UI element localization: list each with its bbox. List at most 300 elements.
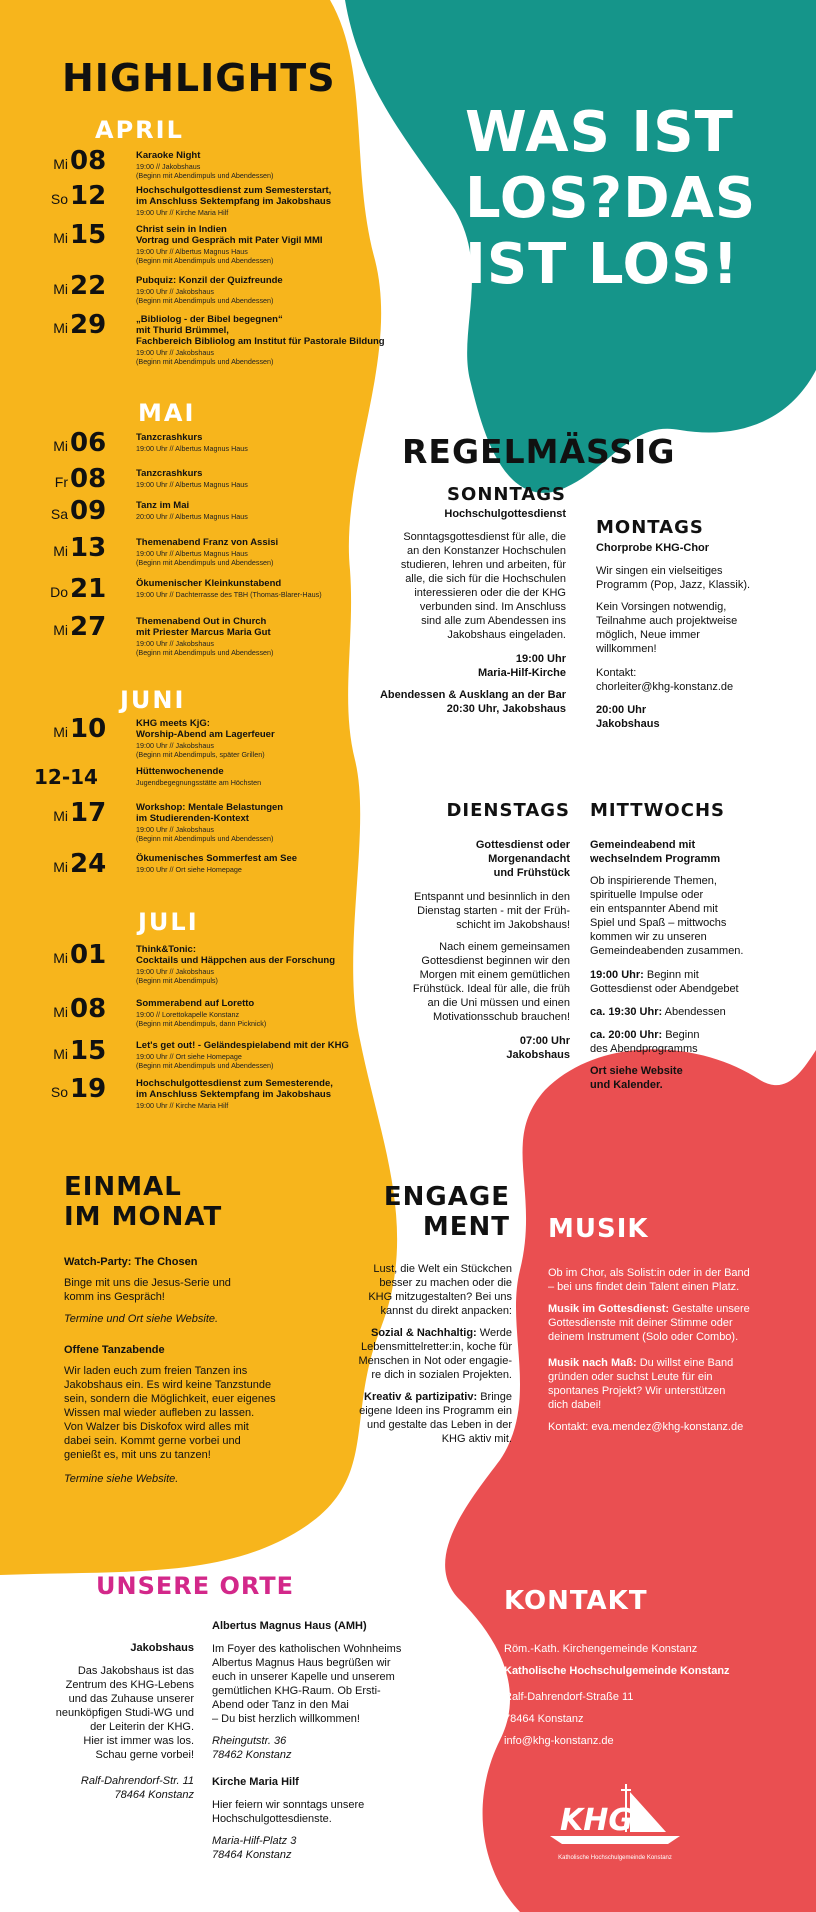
event-weekday: Mi <box>53 320 68 336</box>
event-title-line: Tanz im Mai <box>136 500 190 511</box>
text-line: Entspannt und besinnlich in den <box>414 891 570 903</box>
text-line: Frühstück. Ideal für alle, die früh <box>412 983 570 995</box>
text-line: des Abendprogramms <box>590 1043 698 1055</box>
text-line: Röm.-Kath. Kirchengemeinde Konstanz <box>504 1643 698 1655</box>
musik-s2-label: Musik nach Maß: <box>548 1357 637 1369</box>
event-detail-line: (Beginn mit Abendimpuls) <box>136 976 218 985</box>
text-line: Nach einem gemeinsamen <box>439 941 570 953</box>
event-weekday: Mi <box>53 281 68 297</box>
event-date-number: 12 <box>70 181 107 211</box>
engagement-intro <box>340 1262 512 1318</box>
event-title <box>136 468 396 479</box>
jakobshaus-name: Jakobshaus <box>130 1642 194 1654</box>
event-detail-line: 19:00 Uhr // Albertus Magnus Haus <box>136 480 248 489</box>
amh-text <box>212 1642 432 1726</box>
text-line: gemütlichen KHG-Raum. Ob Ersti- <box>212 1685 381 1697</box>
event-date-number: 29 <box>70 310 107 340</box>
engagement-s2-label: Kreativ & partizipativ: <box>364 1391 478 1403</box>
text-line: Rheingutstr. 36 <box>212 1735 287 1747</box>
montags-p2 <box>596 600 796 656</box>
event-detail-line: 19:00 Uhr // Jakobshaus <box>136 825 214 834</box>
event-title <box>136 766 396 777</box>
event-detail-line: 19:00 Uhr // Albertus Magnus Haus <box>136 549 248 558</box>
month-mai: MAI <box>138 399 196 427</box>
event-detail-line: (Beginn mit Abendimpuls und Abendessen) <box>136 648 274 657</box>
sonntags-text <box>370 530 566 642</box>
event-title-line: Tanzcrashkurs <box>136 432 203 443</box>
text-line: 78464 Konstanz <box>114 1789 194 1801</box>
event-title <box>136 802 396 824</box>
event-detail-line: 19:00 Uhr // Jakobshaus <box>136 967 214 976</box>
montags-heading: MONTAGS <box>596 517 704 538</box>
event-weekday: Sa <box>50 506 68 522</box>
text-line: Hier feiern wir sonntags unsere <box>212 1799 365 1811</box>
event-weekday: Mi <box>53 950 68 966</box>
jakobshaus-addr <box>44 1774 194 1802</box>
text-line: dabei sein. Kommt gerne vorbei und <box>64 1435 241 1447</box>
montags-time <box>596 703 796 731</box>
event-title <box>136 224 396 246</box>
text-line: spontanes Projekt? Wir unterstützen <box>548 1385 726 1397</box>
monthly-title-2: IM MONAT <box>64 1202 223 1232</box>
text-line: an den Konstanzer Hochschulen <box>407 545 566 557</box>
event-title <box>136 1078 396 1100</box>
event-date-number: 15 <box>70 220 107 250</box>
regular-title: REGELMÄSSIG <box>402 432 676 471</box>
event-date-number: 13 <box>70 533 107 563</box>
musik-s1-label: Musik im Gottesdienst: <box>548 1303 670 1315</box>
text-line: Gemeindeabenden zusammen. <box>590 945 744 957</box>
event-weekday: Do <box>50 584 68 600</box>
month-juni: JUNI <box>120 686 186 714</box>
text-line: Maria-Hilf-Platz 3 <box>212 1835 297 1847</box>
event-title <box>136 718 396 740</box>
text-line: der Leiterin der KHG. <box>90 1721 194 1733</box>
engagement-title <box>350 1182 510 1242</box>
text-line: kannst du direkt anpacken: <box>380 1305 512 1317</box>
event-row <box>30 181 390 225</box>
text-line: Abendessen & Ausklang an der Bar <box>379 689 566 701</box>
mittwochs-sub <box>590 838 800 866</box>
text-line: alle, die sich für die Hochschulen <box>405 573 566 585</box>
event-date-number: 19 <box>70 1074 107 1104</box>
kontakt-bold: Katholische Hochschulgemeinde Konstanz <box>504 1665 730 1677</box>
text-line: verbunden sind. Im Anschluss <box>419 601 566 613</box>
event-title <box>136 275 396 286</box>
event-detail-line: Jugendbegegnungsstätte am Höchsten <box>136 778 262 787</box>
event-date-number: 22 <box>70 271 107 301</box>
event-weekday: So <box>50 191 68 207</box>
text-line: Hochschulgottesdienste. <box>212 1813 332 1825</box>
event-details <box>136 639 396 657</box>
event-detail-line: (Beginn mit Abendimpuls und Abendessen) <box>136 357 274 366</box>
text-line: Wir singen ein vielseitiges <box>596 565 723 577</box>
event-details <box>136 778 396 787</box>
hero-line-1: WAS IST <box>465 100 734 165</box>
event-title-line: Vortrag und Gespräch mit Pater Vigil MMI <box>136 235 323 246</box>
text-line: schicht im Jakobshaus! <box>456 919 570 931</box>
text-line: Abend oder Tanz in den Mai <box>212 1699 349 1711</box>
month-juli: JULI <box>138 908 199 936</box>
dance-title: Offene Tanzabende <box>64 1344 165 1356</box>
event-weekday: Mi <box>53 1004 68 1020</box>
event-title-line: im Anschluss Sektempfang im Jakobshaus <box>136 196 331 207</box>
text-line: Jakobshaus ein. Es wird keine Tanzstunde <box>64 1379 272 1391</box>
text-line: 78464 Konstanz <box>504 1713 584 1725</box>
event-title-line: Hüttenwochenende <box>136 766 224 777</box>
text-line: Gestalte unsere <box>672 1303 750 1315</box>
event-row <box>30 612 390 657</box>
event-detail-line: 19:00 Uhr // Jakobshaus <box>136 741 214 750</box>
text-line: info@khg-konstanz.de <box>504 1735 614 1747</box>
event-details <box>136 444 396 453</box>
event-title <box>136 616 396 638</box>
sonntags-heading: SONNTAGS <box>447 484 566 505</box>
event-detail-line: 19:00 Uhr // Jakobshaus <box>136 348 214 357</box>
jakobshaus-text <box>44 1664 194 1762</box>
text-line: und Frühstück <box>493 867 570 879</box>
event-title <box>136 432 396 443</box>
event-row <box>30 310 390 366</box>
text-line: Albertus Magnus Haus begrüßen wir <box>212 1657 391 1669</box>
event-detail-line: (Beginn mit Abendimpuls, dann Picknick) <box>136 1019 267 1028</box>
text-line: Morgen mit einem gemütlichen <box>419 969 570 981</box>
event-title-line: Ökumenischer Kleinkunstabend <box>136 578 282 589</box>
event-detail-line: (Beginn mit Abendimpuls und Abendessen) <box>136 171 274 180</box>
text-line: Morgenandacht <box>488 853 570 865</box>
text-line: komm ins Gespräch! <box>64 1291 165 1303</box>
text-line: Ob inspirierende Themen, <box>590 875 717 887</box>
event-details <box>136 247 396 265</box>
text-line: an die Uni müssen und einen <box>427 997 570 1009</box>
event-title-line: Fachbereich Bibliolog am Institut für Pastorale Bildung <box>136 336 385 347</box>
hero-title <box>465 100 756 298</box>
kontakt-line <box>504 1642 804 1656</box>
musik-intro <box>548 1266 798 1294</box>
event-title <box>136 150 396 161</box>
event-row <box>30 220 390 265</box>
event-row <box>30 533 390 577</box>
event-weekday: Mi <box>53 543 68 559</box>
event-details <box>136 967 396 985</box>
event-row <box>30 994 390 1038</box>
text-line: sein, sondern die Möglichkeit, euer eigenes <box>64 1393 276 1405</box>
event-title <box>136 500 396 511</box>
mittwochs-s1-label: 19:00 Uhr: <box>590 969 644 981</box>
event-details <box>136 480 396 489</box>
event-details <box>136 1052 396 1070</box>
text-line: und gestalte das Leben in der <box>367 1419 512 1431</box>
text-line: Binge mit uns die Jesus-Serie und <box>64 1277 231 1289</box>
text-line: dich dabei! <box>548 1399 602 1411</box>
event-title-line: Tanzcrashkurs <box>136 468 203 479</box>
musik-title: MUSIK <box>548 1214 649 1244</box>
event-title <box>136 314 396 347</box>
event-weekday: Mi <box>53 230 68 246</box>
kontakt-addr <box>504 1686 804 1752</box>
text-line: besser zu machen oder die <box>379 1277 512 1289</box>
event-details <box>136 208 396 217</box>
event-weekday: Mi <box>53 156 68 172</box>
text-line: Werde <box>479 1327 512 1339</box>
event-title-line: Karaoke Night <box>136 150 201 161</box>
text-line: Lust, die Welt ein Stückchen <box>373 1263 512 1275</box>
mittwochs-p1 <box>590 874 800 958</box>
event-details <box>136 590 396 599</box>
mittwochs-s2 <box>590 1005 800 1019</box>
event-title-line: Let's get out! - Geländespielabend mit der KHG <box>136 1040 349 1051</box>
event-row <box>30 271 390 315</box>
event-detail-line: 19:00 Uhr // Ort siehe Homepage <box>136 1052 242 1061</box>
text-line: möglich, Neue immer <box>596 629 700 641</box>
event-detail-line: (Beginn mit Abendimpuls und Abendessen) <box>136 256 274 265</box>
event-detail-line: 19:00 // Jakobshaus <box>136 162 201 171</box>
text-line: Kein Vorsingen notwendig, <box>596 601 727 613</box>
engagement-s2 <box>330 1390 512 1446</box>
text-line: Ralf-Dahrendorf-Straße 11 <box>504 1691 634 1703</box>
monthly-title <box>64 1172 222 1232</box>
event-details <box>136 741 396 759</box>
text-line: eigene Ideen ins Programm ein <box>359 1405 512 1417</box>
text-line: Das Jakobshaus ist das <box>77 1665 194 1677</box>
text-line: Spiel und Spaß – mittwochs <box>590 917 727 929</box>
text-line: genießt es, mit uns zu tanzen! <box>64 1449 211 1461</box>
event-title-line: Worship-Abend am Lagerfeuer <box>136 729 275 740</box>
event-title-line: mit Thurid Brümmel, <box>136 325 229 336</box>
text-line: Zentrum des KHG-Lebens <box>65 1679 194 1691</box>
dienstags-time <box>400 1034 570 1062</box>
event-weekday: Mi <box>53 808 68 824</box>
text-line: Gottesdienst beginnen wir den <box>421 955 570 967</box>
month-april: APRIL <box>95 116 184 144</box>
sonntags-sub: Hochschulgottesdienst <box>444 508 566 520</box>
engagement-title-2: MENT <box>422 1212 510 1242</box>
text-line: Kontakt: <box>596 667 637 679</box>
kontakt-title: KONTAKT <box>504 1586 648 1616</box>
musik-s1 <box>548 1302 798 1344</box>
event-row <box>30 849 390 893</box>
engagement-s1 <box>330 1326 512 1382</box>
dienstags-heading: DIENSTAGS <box>446 800 570 821</box>
mittwochs-s3 <box>590 1028 800 1056</box>
event-title-line: Themenabend Franz von Assisi <box>136 537 279 548</box>
logo-text: KHG <box>560 1803 633 1838</box>
engagement-title-1: ENGAGE <box>383 1182 510 1212</box>
event-weekday: Mi <box>53 1046 68 1062</box>
dienstags-p2 <box>380 940 570 1024</box>
text-line: Jakobshaus <box>596 718 660 730</box>
text-line: Motivationsschub brauchen! <box>433 1011 570 1023</box>
text-line: 78462 Konstanz <box>212 1749 292 1761</box>
montags-p1 <box>596 564 796 592</box>
mittwochs-s2-label: ca. 19:30 Uhr: <box>590 1006 663 1018</box>
event-detail-line: 19:00 Uhr // Jakobshaus <box>136 287 214 296</box>
text-line: – bei uns findet dein Talent einen Platz. <box>548 1281 740 1293</box>
text-line: Gemeindeabend mit <box>590 839 696 851</box>
text-line: Ob im Chor, als Solist:in oder in der Band <box>548 1267 750 1279</box>
event-title <box>136 537 396 548</box>
text-line: Beginn mit <box>646 969 699 981</box>
dance-text <box>64 1364 324 1462</box>
event-detail-line: 19:00 Uhr // Kirche Maria Hilf <box>136 208 229 217</box>
event-details <box>136 549 396 567</box>
event-title-line: Hochschulgottesdienst zum Semesterstart, <box>136 185 332 196</box>
text-line: chorleiter@khg-konstanz.de <box>596 681 734 693</box>
event-title <box>136 185 396 207</box>
event-details <box>136 1010 396 1028</box>
text-line: und das Zuhause unserer <box>68 1693 194 1705</box>
text-line: – Du bist herzlich willkommen! <box>212 1713 360 1725</box>
event-title <box>136 853 396 864</box>
event-title-line: Themenabend Out in Church <box>136 616 267 627</box>
text-line: Menschen in Not oder engagie- <box>358 1355 512 1367</box>
event-row <box>30 1074 390 1118</box>
event-title-line: „Bibliolog - der Bibel begegnen“ <box>136 314 283 325</box>
event-detail-line: (Beginn mit Abendimpuls und Abendessen) <box>136 296 274 305</box>
text-line: Lebensmittelretter:in, koche für <box>360 1341 512 1353</box>
event-weekday: Fr <box>54 474 68 490</box>
mittwochs-s3-label: ca. 20:00 Uhr: <box>590 1029 663 1041</box>
text-line: gründen oder suchst Leute für ein <box>548 1371 713 1383</box>
text-line: 20:00 Uhr <box>596 704 647 716</box>
text-line: Im Foyer des katholischen Wohnheims <box>212 1643 402 1655</box>
event-title-line: Sommerabend auf Loretto <box>136 998 255 1009</box>
event-detail-line: 19:00 Uhr // Ort siehe Homepage <box>136 865 242 874</box>
mariahilf-name: Kirche Maria Hilf <box>212 1776 299 1788</box>
text-line: Programm (Pop, Jazz, Klassik). <box>596 579 751 591</box>
event-title-line: Ökumenisches Sommerfest am See <box>136 853 298 864</box>
watch-note: Termine und Ort siehe Website. <box>64 1313 219 1325</box>
event-title <box>136 944 396 966</box>
event-title-line: Christ sein in Indien <box>136 224 227 235</box>
event-date-number: 21 <box>70 574 107 604</box>
event-weekday: Mi <box>53 622 68 638</box>
text-line: 20:30 Uhr, Jakobshaus <box>446 703 566 715</box>
text-line: studieren, lehren und arbeiten, für <box>400 559 566 571</box>
event-detail-line: (Beginn mit Abendimpuls und Abendessen) <box>136 1061 274 1070</box>
text-line: Bringe <box>480 1391 512 1403</box>
text-line: Du willst eine Band <box>639 1357 734 1369</box>
text-line: ein entspannter Abend mit <box>590 903 718 915</box>
event-date-number: 17 <box>70 798 107 828</box>
mittwochs-heading: MITTWOCHS <box>590 800 725 821</box>
event-detail-line: (Beginn mit Abendimpuls, später Grillen) <box>136 750 265 759</box>
mittwochs-s2-text: Abendessen <box>664 1006 726 1018</box>
event-title-line: mit Priester Marcus Maria Gut <box>136 627 271 638</box>
text-line: und Kalender. <box>590 1079 663 1091</box>
event-detail-line: 19:00 Uhr // Albertus Magnus Haus <box>136 444 248 453</box>
text-line: Gottesdienst oder Abendgebet <box>590 983 739 995</box>
event-details <box>136 287 396 305</box>
event-row <box>30 798 390 843</box>
event-title-line: Pubquiz: Konzil der Quizfreunde <box>136 275 283 286</box>
text-line: KHG mitzugestalten? Bei uns <box>368 1291 512 1303</box>
event-details <box>136 162 396 180</box>
text-line: Ralf-Dahrendorf-Str. 11 <box>80 1775 194 1787</box>
mittwochs-s1 <box>590 968 800 996</box>
event-title-line: im Studierenden-Kontext <box>136 813 249 824</box>
event-title <box>136 998 396 1009</box>
event-detail-line: 19:00 Uhr // Kirche Maria Hilf <box>136 1101 229 1110</box>
event-date-number: 27 <box>70 612 107 642</box>
event-date-number: 06 <box>70 428 107 458</box>
event-details <box>136 865 396 874</box>
event-weekday: Mi <box>53 438 68 454</box>
event-date-number: 09 <box>70 496 107 526</box>
text-line: Von Walzer bis Diskofox wird alles mit <box>64 1421 249 1433</box>
text-line: Schau gerne vorbei! <box>95 1749 194 1761</box>
event-detail-line: (Beginn mit Abendimpuls und Abendessen) <box>136 834 274 843</box>
text-line: 07:00 Uhr <box>519 1035 570 1047</box>
event-weekday: So <box>50 1084 68 1100</box>
text-line: willkommen! <box>596 643 657 655</box>
text-line: re dich in sozialen Projekten. <box>371 1369 512 1381</box>
text-line: Wissen mal wieder aufleben zu lassen. <box>64 1407 255 1419</box>
watch-text <box>64 1276 304 1304</box>
event-date-number: 08 <box>70 994 107 1024</box>
text-line: Sonntagsgottesdienst für alle, die <box>403 531 566 543</box>
event-detail-line: 20:00 Uhr // Albertus Magnus Haus <box>136 512 248 521</box>
text-line: deinem Instrument (Solo oder Combo). <box>548 1331 739 1343</box>
event-weekday: Mi <box>53 859 68 875</box>
mittwochs-end <box>590 1064 800 1092</box>
watch-title: Watch-Party: The Chosen <box>64 1256 198 1268</box>
event-details <box>136 825 396 843</box>
event-title-line: Workshop: Mentale Belastungen <box>136 802 284 813</box>
event-title-line: Think&Tonic: <box>136 944 196 955</box>
text-line: KHG aktiv mit. <box>441 1433 512 1445</box>
text-line: spirituelle Impulse oder <box>590 889 704 901</box>
text-line: neunköpfigen Studi-WG und <box>55 1707 194 1719</box>
text-line: interessieren oder die der KHG <box>414 587 566 599</box>
event-detail-line: (Beginn mit Abendimpuls und Abendessen) <box>136 558 274 567</box>
event-title-line: KHG meets KjG: <box>136 718 210 729</box>
text-line: Jakobshaus eingeladen. <box>447 629 566 641</box>
text-line: wechselndem Programm <box>590 853 721 865</box>
event-row <box>30 714 390 759</box>
event-date-number: 12-14 <box>34 765 98 789</box>
text-line: euch in unserer Kapelle und unserem <box>212 1671 395 1683</box>
text-line: Gottesdienst oder <box>475 839 570 851</box>
event-title <box>136 578 396 589</box>
event-row <box>30 940 390 985</box>
event-title <box>136 1040 396 1051</box>
engagement-s1-label: Sozial & Nachhaltig: <box>370 1327 477 1339</box>
event-detail-line: 19:00 Uhr // Dachterrasse des TBH (Thomas-Blarer-Haus) <box>136 590 322 599</box>
event-details <box>136 348 396 366</box>
text-line: Wir laden euch zum freien Tanzen ins <box>64 1365 248 1377</box>
event-details <box>136 1101 396 1110</box>
amh-addr <box>212 1734 432 1762</box>
event-details <box>136 512 396 521</box>
text-line: 78464 Konstanz <box>212 1849 292 1861</box>
text-line: Hier ist immer was los. <box>83 1735 194 1747</box>
text-line: Ort siehe Website <box>590 1065 683 1077</box>
event-weekday: Mi <box>53 724 68 740</box>
mariahilf-addr <box>212 1834 432 1862</box>
event-detail-line: 19:00 Uhr // Jakobshaus <box>136 639 214 648</box>
sonntags-after <box>350 688 566 716</box>
event-date-number: 08 <box>70 464 107 494</box>
text-line: 19:00 Uhr <box>515 653 566 665</box>
musik-s2 <box>548 1356 798 1412</box>
logo-subtitle: Katholische Hochschulgemeinde Konstanz <box>558 1855 672 1861</box>
text-line: Jakobshaus <box>506 1049 570 1061</box>
hero-line-2: LOS?DAS <box>465 166 757 231</box>
event-date-number: 08 <box>70 146 107 176</box>
event-date-number: 10 <box>70 714 107 744</box>
montags-sub: Chorprobe KHG-Chor <box>596 542 710 554</box>
